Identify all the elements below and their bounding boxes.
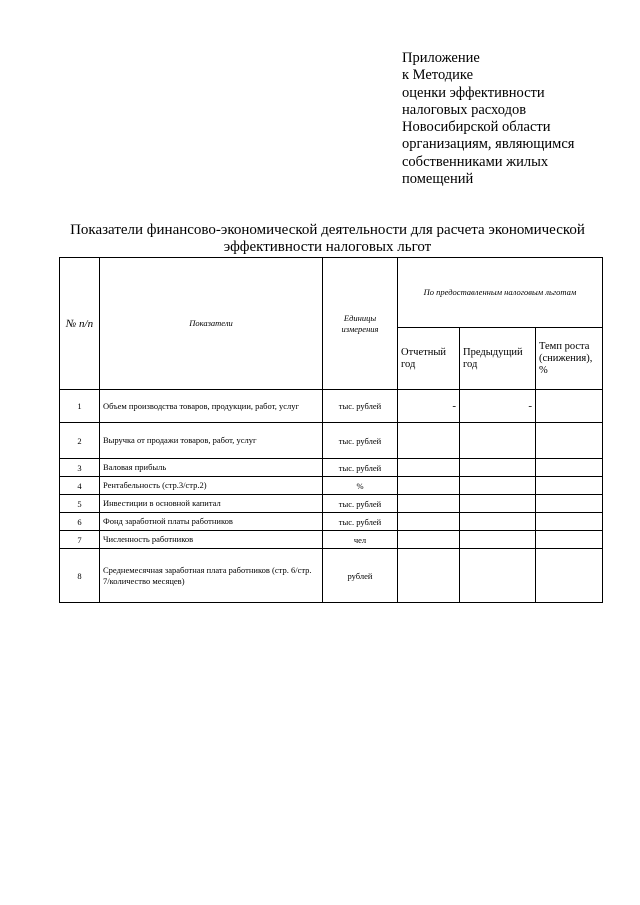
table-row xyxy=(60,390,603,423)
appendix-line: помещений xyxy=(402,171,474,188)
row-unit: рублей xyxy=(323,549,398,603)
row-previous-value xyxy=(460,477,536,495)
row-reporting-value: - xyxy=(398,390,460,423)
row-previous-value: - xyxy=(460,390,536,423)
row-unit: тыс. рублей xyxy=(323,495,398,513)
row-reporting-value xyxy=(398,423,460,459)
header-growth-rate: Темп роста (снижения), % xyxy=(536,328,603,390)
row-indicator: Объем производства товаров, продукции, работ, услуг xyxy=(100,390,323,423)
row-reporting-value xyxy=(398,549,460,603)
row-unit: тыс. рублей xyxy=(323,390,398,423)
title-line: эффективности налоговых льгот xyxy=(223,239,432,255)
row-indicator: Численность работников xyxy=(100,531,323,549)
appendix-line: собственниками жилых xyxy=(402,153,549,170)
row-reporting-value xyxy=(398,495,460,513)
row-previous-value xyxy=(460,423,536,459)
row-indicator: Выручка от продажи товаров, работ, услуг xyxy=(100,423,323,459)
appendix-line: организациям, являющимся xyxy=(402,136,575,153)
row-growth-value xyxy=(536,513,603,531)
appendix-line: к Методике xyxy=(402,67,474,84)
row-growth-value xyxy=(536,459,603,477)
row-growth-value xyxy=(536,477,603,495)
row-previous-value xyxy=(460,549,536,603)
header-previous-year: Предыдущий год xyxy=(460,328,536,390)
header-benefits-group: По предоставленным налоговым льготам xyxy=(398,258,603,328)
row-unit: тыс. рублей xyxy=(323,513,398,531)
appendix-line: Приложение xyxy=(402,50,480,66)
row-unit: % xyxy=(323,477,398,495)
row-num: 8 xyxy=(60,549,100,603)
row-num: 2 xyxy=(60,423,100,459)
row-reporting-value xyxy=(398,531,460,549)
appendix-note xyxy=(402,50,574,188)
row-num: 7 xyxy=(60,531,100,549)
table-row xyxy=(60,549,603,603)
row-reporting-value xyxy=(398,477,460,495)
table-row xyxy=(60,495,603,513)
appendix-line: Новосибирской области xyxy=(402,119,551,136)
row-unit: чел xyxy=(323,531,398,549)
row-growth-value xyxy=(536,531,603,549)
row-reporting-value xyxy=(398,459,460,477)
row-unit: тыс. рублей xyxy=(323,459,398,477)
row-growth-value xyxy=(536,390,603,423)
row-num: 5 xyxy=(60,495,100,513)
title-line: Показатели финансово-экономической деятельности для расчета экономической xyxy=(70,222,585,238)
header-reporting-year: Отчетный год xyxy=(398,328,460,390)
row-previous-value xyxy=(460,531,536,549)
row-previous-value xyxy=(460,459,536,477)
table-row xyxy=(60,531,603,549)
row-growth-value xyxy=(536,549,603,603)
table-row xyxy=(60,423,603,459)
table-row xyxy=(60,477,603,495)
appendix-line: оценки эффективности xyxy=(402,84,545,101)
header-unit: Единицы измерения xyxy=(323,258,398,390)
row-indicator: Инвестиции в основной капитал xyxy=(100,495,323,513)
table-row xyxy=(60,459,603,477)
appendix-line: налоговых расходов xyxy=(402,101,527,118)
row-previous-value xyxy=(460,495,536,513)
row-indicator: Валовая прибыль xyxy=(100,459,323,477)
row-num: 3 xyxy=(60,459,100,477)
header-num: № п/п xyxy=(60,258,100,390)
metrics-table xyxy=(59,257,603,603)
row-indicator: Фонд заработной платы работников xyxy=(100,513,323,531)
row-growth-value xyxy=(536,423,603,459)
document-title xyxy=(30,222,625,256)
row-previous-value xyxy=(460,513,536,531)
header-indicator: Показатели xyxy=(100,258,323,390)
row-reporting-value xyxy=(398,513,460,531)
row-num: 6 xyxy=(60,513,100,531)
row-growth-value xyxy=(536,495,603,513)
row-num: 4 xyxy=(60,477,100,495)
table-row xyxy=(60,513,603,531)
row-indicator: Среднемесячная заработная плата работников (стр. 6/стр. 7/количество месяцев) xyxy=(100,549,323,603)
row-num: 1 xyxy=(60,390,100,423)
row-indicator: Рентабельность (стр.3/стр.2) xyxy=(100,477,323,495)
row-unit: тыс. рублей xyxy=(323,423,398,459)
